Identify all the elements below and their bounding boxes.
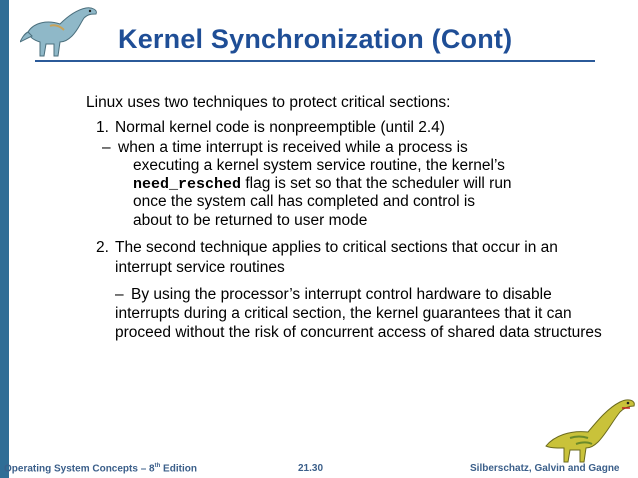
intro-text: Linux uses two techniques to protect critical sections: [86, 94, 451, 111]
item1-sub-line3 [133, 175, 512, 194]
item1-sub-line3-rest: flag is set so that the scheduler will run [241, 175, 512, 192]
footer-book-title [4, 463, 197, 474]
item1-sub-line2: executing a kernel system service routine, the kernel’s [133, 157, 505, 174]
item1-sub-line5: about to be returned to user mode [133, 212, 368, 229]
item1-sub-line1: when a time interrupt is received while a process is [118, 139, 468, 156]
footer-edition-sup: th [154, 463, 161, 469]
footer-page-number: 21.30 [298, 463, 324, 474]
item1-text: Normal kernel code is nonpreemptible (until 2.4) [115, 119, 445, 136]
item2-sub-line1: By using the processor’s interrupt control hardware to disable [131, 286, 552, 303]
slide-title: Kernel Synchronization (Cont) [118, 24, 513, 54]
dinosaur-corner-icon [540, 386, 638, 466]
dinosaur-logo-icon [20, 2, 102, 60]
item1-number: 1. [96, 119, 109, 136]
need-resched-code: need_resched [133, 176, 242, 193]
item2-sub-line3: proceed without the risk of concurrent access of shared data structures [115, 324, 602, 341]
title-divider [35, 60, 595, 62]
item2-sub-line2: interrupts during a critical section, the kernel guarantees that it can [115, 305, 572, 322]
item2-dash: – [115, 286, 124, 303]
item2-line1: The second technique applies to critical sections that occur in an [115, 239, 558, 256]
footer-edition-text: Edition [160, 463, 197, 475]
item1-dash: – [102, 139, 111, 156]
footer-authors: Silberschatz, Galvin and Gagne [470, 463, 620, 474]
item2-number: 2. [96, 239, 109, 256]
item1-sub-line4: once the system call has completed and control is [133, 193, 476, 210]
footer-book-title-text: Operating System Concepts – 8 [4, 463, 155, 475]
left-accent-bar [0, 0, 9, 478]
item2-line2: interrupt service routines [115, 259, 285, 276]
